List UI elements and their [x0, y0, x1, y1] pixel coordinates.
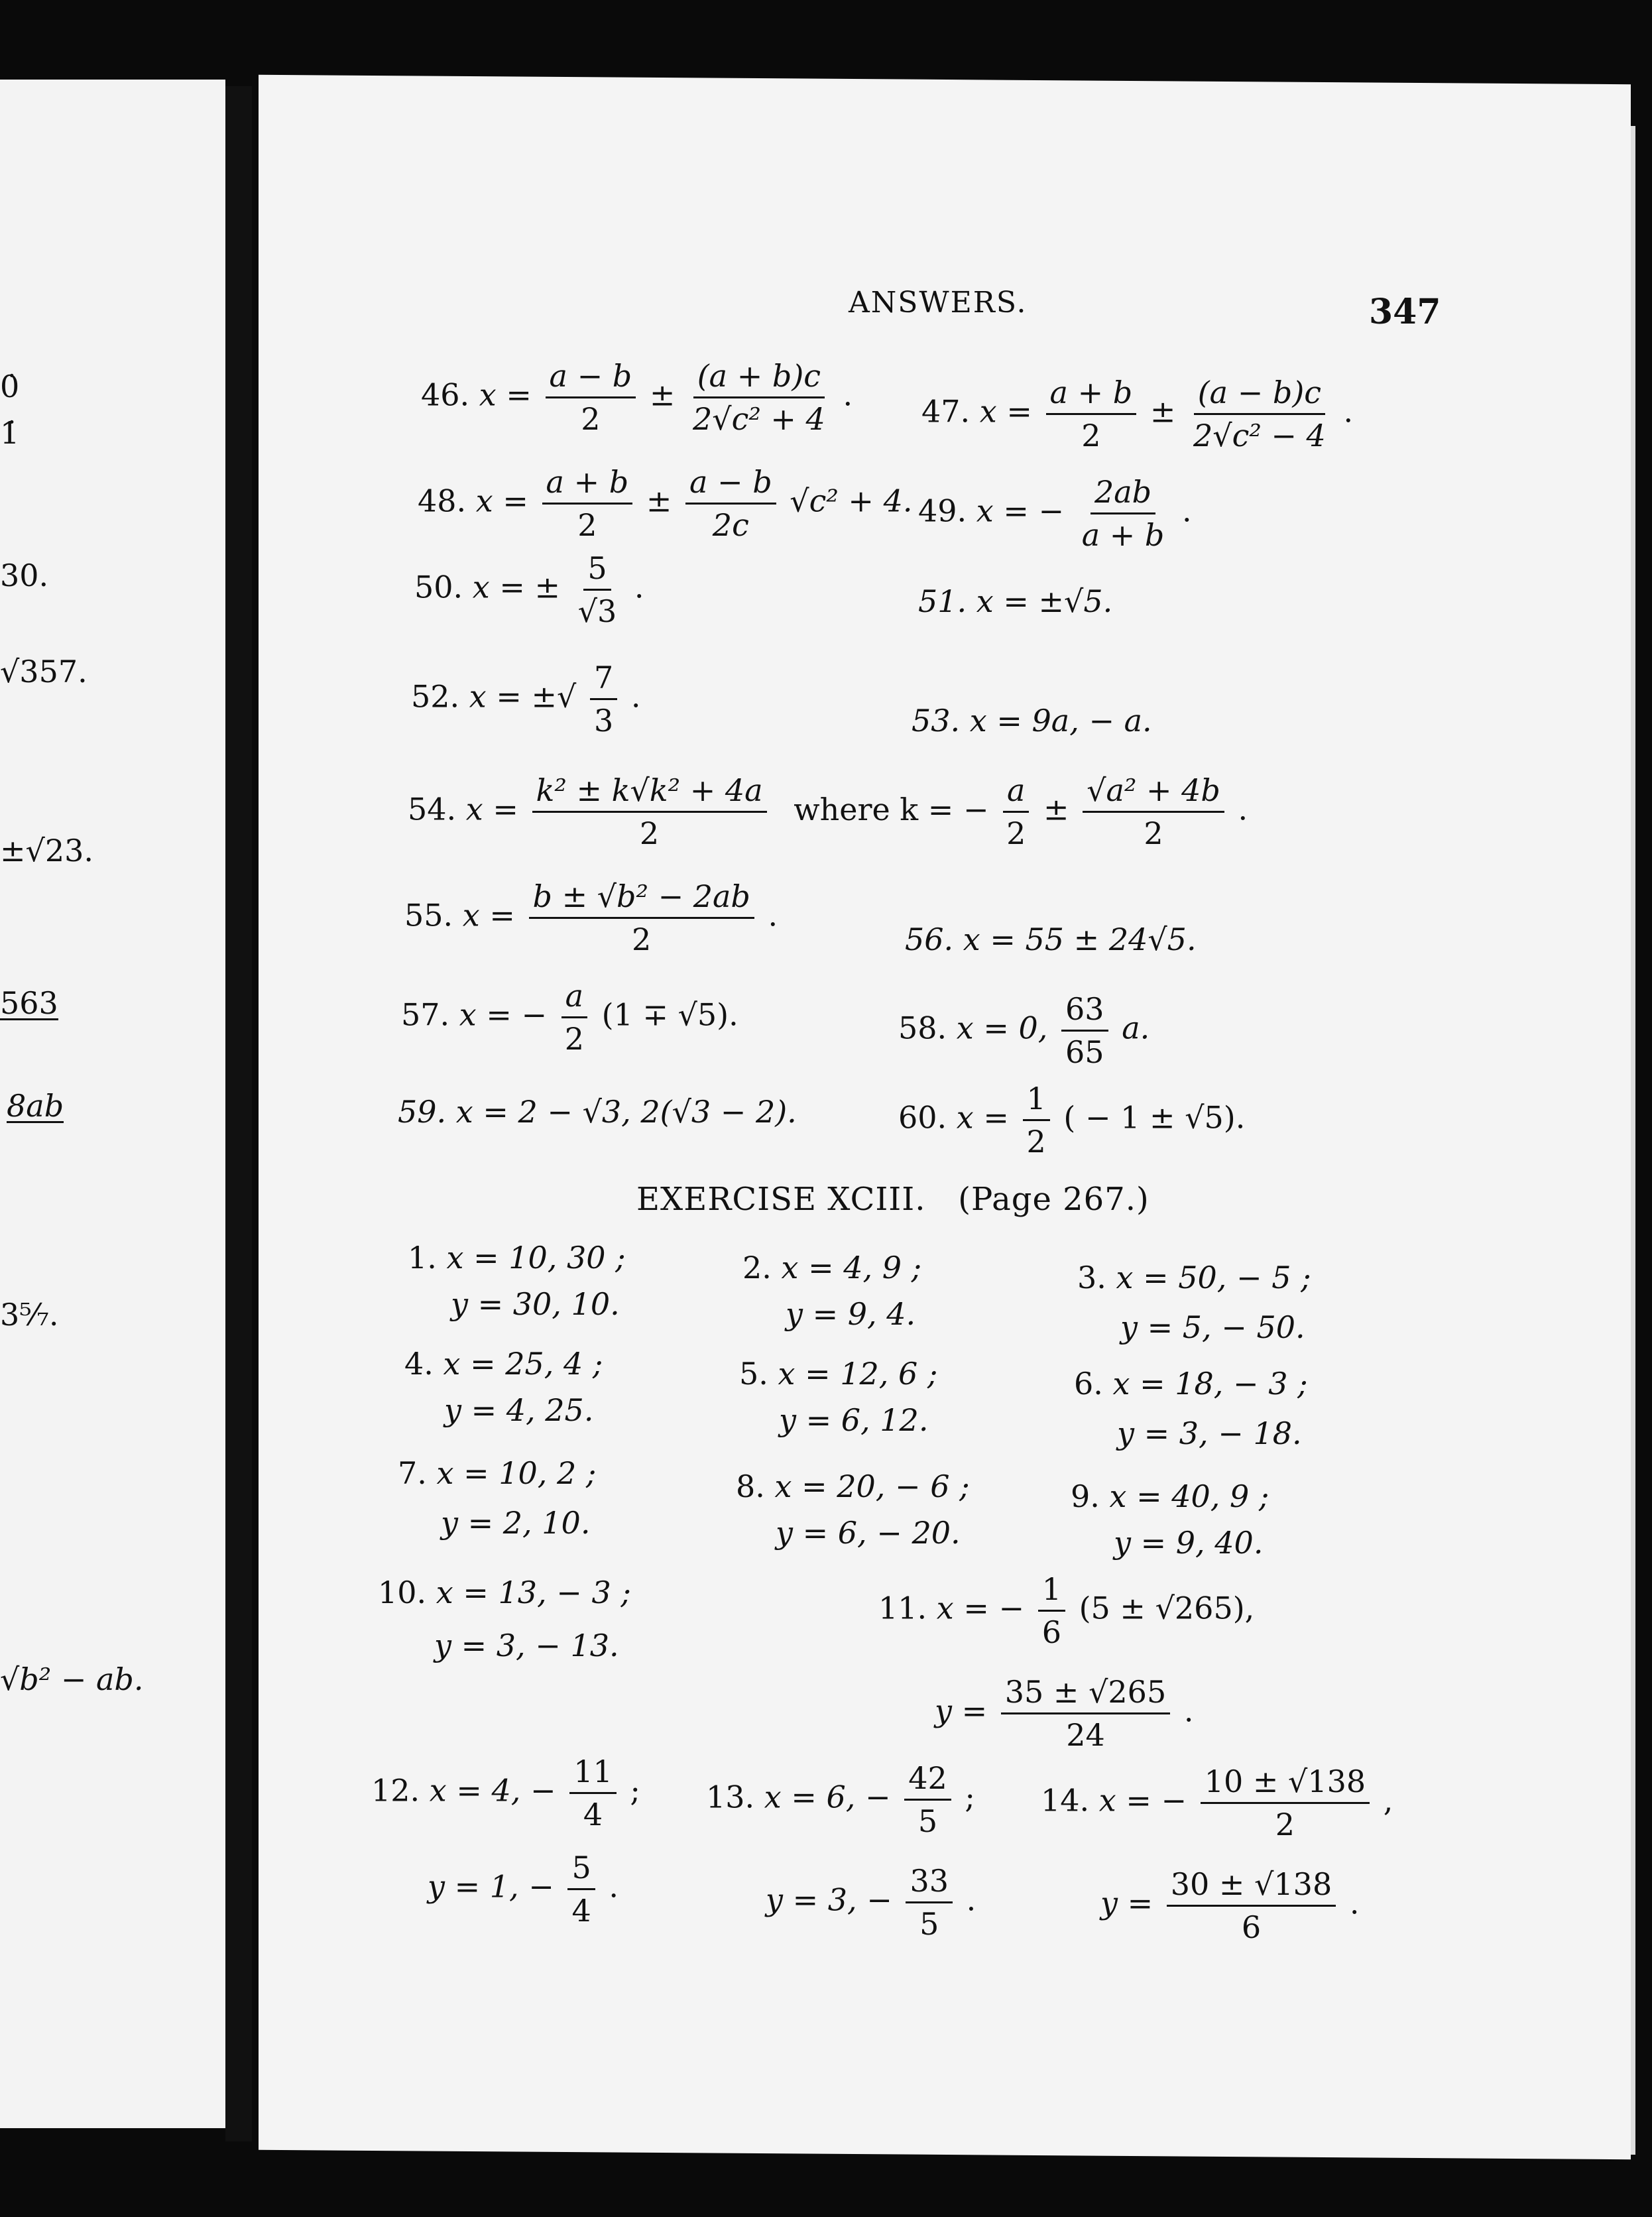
- ex-answer-11: 11. x = − $\frac{1}{6}$ (5 ± √265),: [878, 1571, 1255, 1650]
- ex-answer-13-y: y = 3, − $\frac{33}{5}$ .: [766, 1863, 976, 1942]
- ex-answer-4: 4. x = 25, 4 ;: [404, 1346, 603, 1382]
- ex-answer-5: 5. x = 12, 6 ;: [739, 1356, 938, 1392]
- left-fragment: 0̇: [0, 369, 20, 404]
- ex-answer-6: 6. x = 18, − 3 ;: [1074, 1366, 1308, 1402]
- ex-answer-10-y: y = 3, − 13.: [434, 1628, 619, 1663]
- ex-answer-14: 14. x = − $\frac{10 \pm √138}{2}$ ,: [1041, 1764, 1393, 1842]
- ex-answer-12-y: y = 1, − $\frac{5}{4}$ .: [428, 1850, 619, 1929]
- answer-58: 58. x = 0, $\frac{63}{65}$ a.: [898, 991, 1150, 1070]
- left-fragment: 3⁵⁄₇.: [0, 1297, 59, 1333]
- answer-55: 55. x = $\frac{\text{b ± √b² − 2ab}}{2}$ .: [404, 878, 778, 957]
- ex-answer-8: 8. x = 20, − 6 ;: [736, 1468, 970, 1504]
- left-fragment: 8ab: [7, 1088, 64, 1124]
- ex-answer-1: 1. x = 10, 30 ;: [408, 1240, 626, 1276]
- page-number: 347: [1369, 292, 1441, 332]
- answer-48: 48. x = $\frac{a + b}{2}$ ± $\frac{a - b}{2c}$ √c² + 4.: [418, 464, 913, 543]
- answer-47: 47. x = $\frac{a + b}{2}$ ± $\frac{(a - b)c}{\text{2√c² − 4}}$ .: [921, 375, 1354, 453]
- ex-answer-8-y: y = 6, − 20.: [776, 1515, 961, 1551]
- answer-56: 56. x = 55 ± 24√5.: [905, 922, 1197, 957]
- ex-answer-3-y: y = 5, − 50.: [1120, 1309, 1305, 1345]
- ex-answer-11-y: y = $\frac{35 \pm √265}{24}$ .: [935, 1674, 1194, 1753]
- ex-answer-9: 9. x = 40, 9 ;: [1071, 1478, 1269, 1514]
- ex-answer-3: 3. x = 50, − 5 ;: [1077, 1260, 1311, 1295]
- answer-57: 57. x = − $\frac{a}{2}$ (1 ∓ √5).: [401, 978, 738, 1057]
- book-gutter: [225, 86, 252, 2141]
- left-fragment: √357.: [0, 654, 88, 689]
- left-fragment: 563: [0, 985, 58, 1021]
- left-fragment: 30.: [0, 558, 49, 593]
- ex-answer-5-y: y = 6, 12.: [779, 1402, 929, 1438]
- ex-answer-13: 13. x = 6, − $\frac{42}{5}$ ;: [706, 1760, 975, 1839]
- ex-answer-2: 2. x = 4, 9 ;: [742, 1250, 922, 1286]
- exercise-heading: EXERCISE XCIII. (Page 267.): [636, 1181, 1150, 1218]
- left-fragment: ±√23.: [0, 833, 94, 869]
- running-head: ANSWERS.: [849, 286, 1028, 320]
- left-fragment: 1̇: [0, 415, 20, 451]
- ex-answer-4-y: y = 4, 25.: [444, 1392, 594, 1428]
- ex-answer-2-y: y = 9, 4.: [786, 1296, 916, 1332]
- answer-49: 49. x = − $\frac{2ab}{a + b}$ .: [918, 474, 1192, 553]
- left-fragment: √b² − ab.: [0, 1661, 144, 1697]
- ex-answer-7-y: y = 2, 10.: [441, 1505, 591, 1541]
- answer-46: 46. x = $\frac{a - b}{2}$ ± $\frac{(a + b)c}{\text{2√c² + 4}}$ .: [421, 358, 853, 437]
- answer-54: 54. x = $\frac{\text{k² ± k√k² + 4a}}{2}$ where k = − $\frac{a}{2}$ ± $\frac{\text{√a² + 4b}}{2}$ .: [408, 772, 1248, 851]
- ex-answer-6-y: y = 3, − 18.: [1117, 1415, 1302, 1451]
- ex-answer-12: 12. x = 4, − $\frac{11}{4}$ ;: [371, 1754, 640, 1832]
- ex-answer-14-y: y = $\frac{30 \pm √138}{6}$ .: [1100, 1866, 1360, 1945]
- answer-59: 59. x = 2 − √3, 2(√3 − 2).: [398, 1094, 797, 1130]
- answer-60: 60. x = $\frac{1}{2}$ ( − 1 ± √5).: [898, 1081, 1246, 1160]
- answer-51: 51. x = ±√5.: [918, 583, 1113, 619]
- ex-answer-1-y: y = 30, 10.: [451, 1286, 620, 1322]
- ex-answer-7: 7. x = 10, 2 ;: [398, 1455, 597, 1491]
- ex-answer-10: 10. x = 13, − 3 ;: [378, 1575, 631, 1610]
- ex-answer-9-y: y = 9, 40.: [1114, 1525, 1264, 1561]
- answer-52: 52. x = ±√ $\frac{7}{3}$ .: [411, 660, 641, 739]
- answer-53: 53. x = 9a, − a.: [912, 703, 1152, 739]
- answer-50: 50. x = ± $\frac{5}{√3}$ .: [414, 550, 644, 629]
